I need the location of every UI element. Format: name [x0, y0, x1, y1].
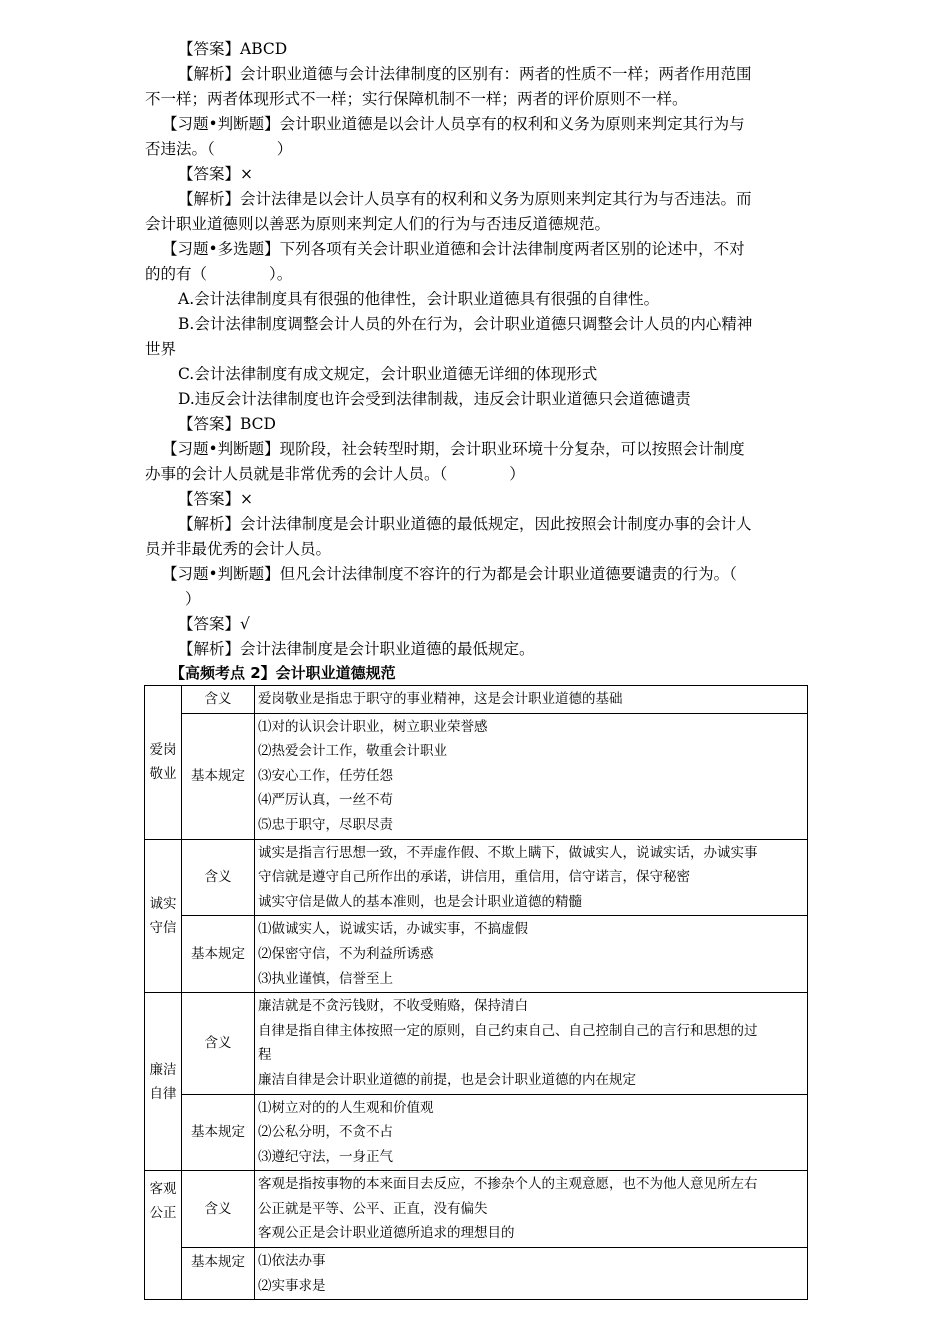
answer-2: 【答案】× [178, 165, 253, 183]
rule-item: ⑴树立对的的人生观和价值观 [258, 1099, 434, 1116]
meaning-text: 诚实守信是做人的基本准则，也是会计职业道德的精髓 [258, 893, 582, 910]
meaning-text: 诚实是指言行思想一致，不弄虚作假、不欺上瞒下，做诚实人，说诚实话，办诚实事 [258, 844, 758, 861]
category-label: 公正 [149, 1205, 177, 1222]
table-row [145, 1171, 808, 1248]
table-row [145, 1094, 808, 1171]
meaning-cell [255, 686, 808, 714]
category-label: 守信 [149, 919, 177, 936]
meaning-label-cell: 含义 [182, 686, 255, 714]
rules-label-cell: 基本规定 [182, 713, 255, 839]
answer-5: 【答案】√ [178, 615, 250, 633]
analysis-4-line-2: 员并非最优秀的会计人员。 [145, 540, 332, 558]
meaning-label-cell: 含义 [182, 993, 255, 1094]
rule-item: ⑵公私分明，不贪不占 [258, 1124, 393, 1141]
category-cell [145, 839, 182, 993]
question-5-line-1: 【习题•判断题】但凡会计法律制度不容许的行为都是会计职业道德要谴责的行为。（ [162, 565, 737, 583]
ethics-norms-table [144, 685, 808, 1300]
section-title: 【高频考点 2】会计职业道德规范 [170, 664, 396, 682]
question-4-line-1: 【习题•判断题】现阶段，社会转型时期，会计职业环境十分复杂，可以按照会计制度 [162, 440, 745, 458]
analysis-1-line-1: 【解析】会计职业道德与会计法律制度的区别有：两者的性质不一样；两者作用范围 [178, 65, 752, 83]
question-4-line-2: 办事的会计人员就是非常优秀的会计人员。（ ） [145, 465, 525, 483]
option-d: D.违反会计法律制度也许会受到法律制裁，违反会计职业道德只会道德谴责 [178, 390, 691, 408]
table-row [145, 713, 808, 839]
rules-cell [255, 916, 808, 993]
rules-label-cell: 基本规定 [182, 916, 255, 993]
analysis-2-line-2: 会计职业道德则以善恶为原则来判定人们的行为与否违反道德规范。 [145, 215, 611, 233]
meaning-text: 公正就是平等、公平、正直，没有偏失 [258, 1200, 488, 1217]
analysis-5: 【解析】会计法律制度是会计职业道德的最低规定。 [178, 640, 535, 658]
table-row [145, 993, 808, 1094]
meaning-text: 爱岗敬业是指忠于职守的事业精神，这是会计职业道德的基础 [258, 691, 623, 707]
rule-item: ⑴做诚实人，说诚实话，办诚实事，不搞虚假 [258, 921, 528, 938]
table-row [145, 839, 808, 916]
category-label: 诚实 [149, 895, 177, 912]
rules-cell [255, 713, 808, 839]
meaning-text: 廉洁就是不贪污钱财，不收受贿赂，保持清白 [258, 998, 528, 1015]
meaning-text: 守信就是遵守自己所作出的承诺，讲信用，重信用，信守诺言，保守秘密 [258, 869, 690, 886]
rules-label-cell: 基本规定 [182, 1094, 255, 1171]
category-cell [145, 1171, 182, 1300]
rule-item: ⑸忠于职守，尽职尽责 [258, 816, 393, 833]
meaning-cell [255, 839, 808, 916]
option-c: C.会计法律制度有成文规定，会计职业道德无详细的体现形式 [178, 365, 598, 383]
category-label: 敬业 [149, 766, 177, 783]
question-5-line-2: ） [185, 590, 201, 608]
category-label: 爱岗 [149, 742, 177, 759]
rules-label-cell: 基本规定 [182, 1248, 255, 1300]
meaning-text: 程 [258, 1047, 272, 1064]
rule-item: ⑵实事求是 [258, 1277, 326, 1294]
meaning-cell [255, 1171, 808, 1248]
question-3-line-1: 【习题•多选题】下列各项有关会计职业道德和会计法律制度两者区别的论述中，不对 [162, 240, 745, 258]
rule-item: ⑶执业谨慎，信誉至上 [258, 970, 393, 987]
category-label: 自律 [149, 1085, 177, 1102]
analysis-1-line-2: 不一样；两者体现形式不一样；实行保障机制不一样；两者的评价原则不一样。 [145, 90, 688, 108]
question-3-line-2: 的的有（ ）。 [145, 265, 293, 283]
option-b-line-2: 世界 [145, 340, 177, 358]
rule-item: ⑴对的认识会计职业，树立职业荣誉感 [258, 718, 488, 735]
answer-4: 【答案】× [178, 490, 253, 508]
rule-item: ⑶安心工作，任劳任怨 [258, 767, 393, 784]
meaning-text: 廉洁自律是会计职业道德的前提，也是会计职业道德的内在规定 [258, 1071, 636, 1088]
meaning-text: 自律是指自律主体按照一定的原则，自己约束自己、自己控制自己的言行和思想的过 [258, 1022, 758, 1039]
rule-item: ⑶遵纪守法，一身正气 [258, 1148, 393, 1165]
rule-item: ⑵热爱会计工作，敬重会计职业 [258, 743, 447, 760]
category-label: 客观 [149, 1181, 177, 1198]
category-label: 廉洁 [149, 1061, 177, 1078]
rules-cell [255, 1094, 808, 1171]
question-2-line-1: 【习题•判断题】会计职业道德是以会计人员享有的权利和义务为原则来判定其行为与 [162, 115, 745, 133]
analysis-2-line-1: 【解析】会计法律是以会计人员享有的权利和义务为原则来判定其行为与否违法。而 [178, 190, 752, 208]
meaning-label-cell: 含义 [182, 1171, 255, 1248]
meaning-text: 客观公正是会计职业道德所追求的理想目的 [258, 1225, 515, 1242]
category-cell [145, 993, 182, 1171]
meaning-cell [255, 993, 808, 1094]
option-b-line-1: B.会计法律制度调整会计人员的外在行为，会计职业道德只调整会计人员的内心精神 [178, 315, 753, 333]
meaning-label-cell: 含义 [182, 839, 255, 916]
question-2-line-2: 否违法。（ ） [145, 140, 293, 158]
table-row [145, 916, 808, 993]
rule-item: ⑴依法办事 [258, 1253, 326, 1270]
rule-item: ⑵保密守信，不为利益所诱惑 [258, 945, 434, 962]
analysis-4-line-1: 【解析】会计法律制度是会计职业道德的最低规定，因此按照会计制度办事的会计人 [178, 515, 752, 533]
option-a: A.会计法律制度具有很强的他律性，会计职业道德具有很强的自律性。 [178, 290, 660, 308]
category-cell [145, 686, 182, 840]
meaning-text: 客观是指按事物的本来面目去反应，不掺杂个人的主观意愿，也不为他人意见所左右 [258, 1176, 758, 1193]
rule-item: ⑷严厉认真，一丝不苟 [258, 792, 393, 809]
table-row [145, 1248, 808, 1300]
answer-1: 【答案】ABCD [178, 40, 288, 58]
rules-cell [255, 1248, 808, 1300]
answer-3: 【答案】BCD [178, 415, 276, 433]
table-row [145, 686, 808, 714]
